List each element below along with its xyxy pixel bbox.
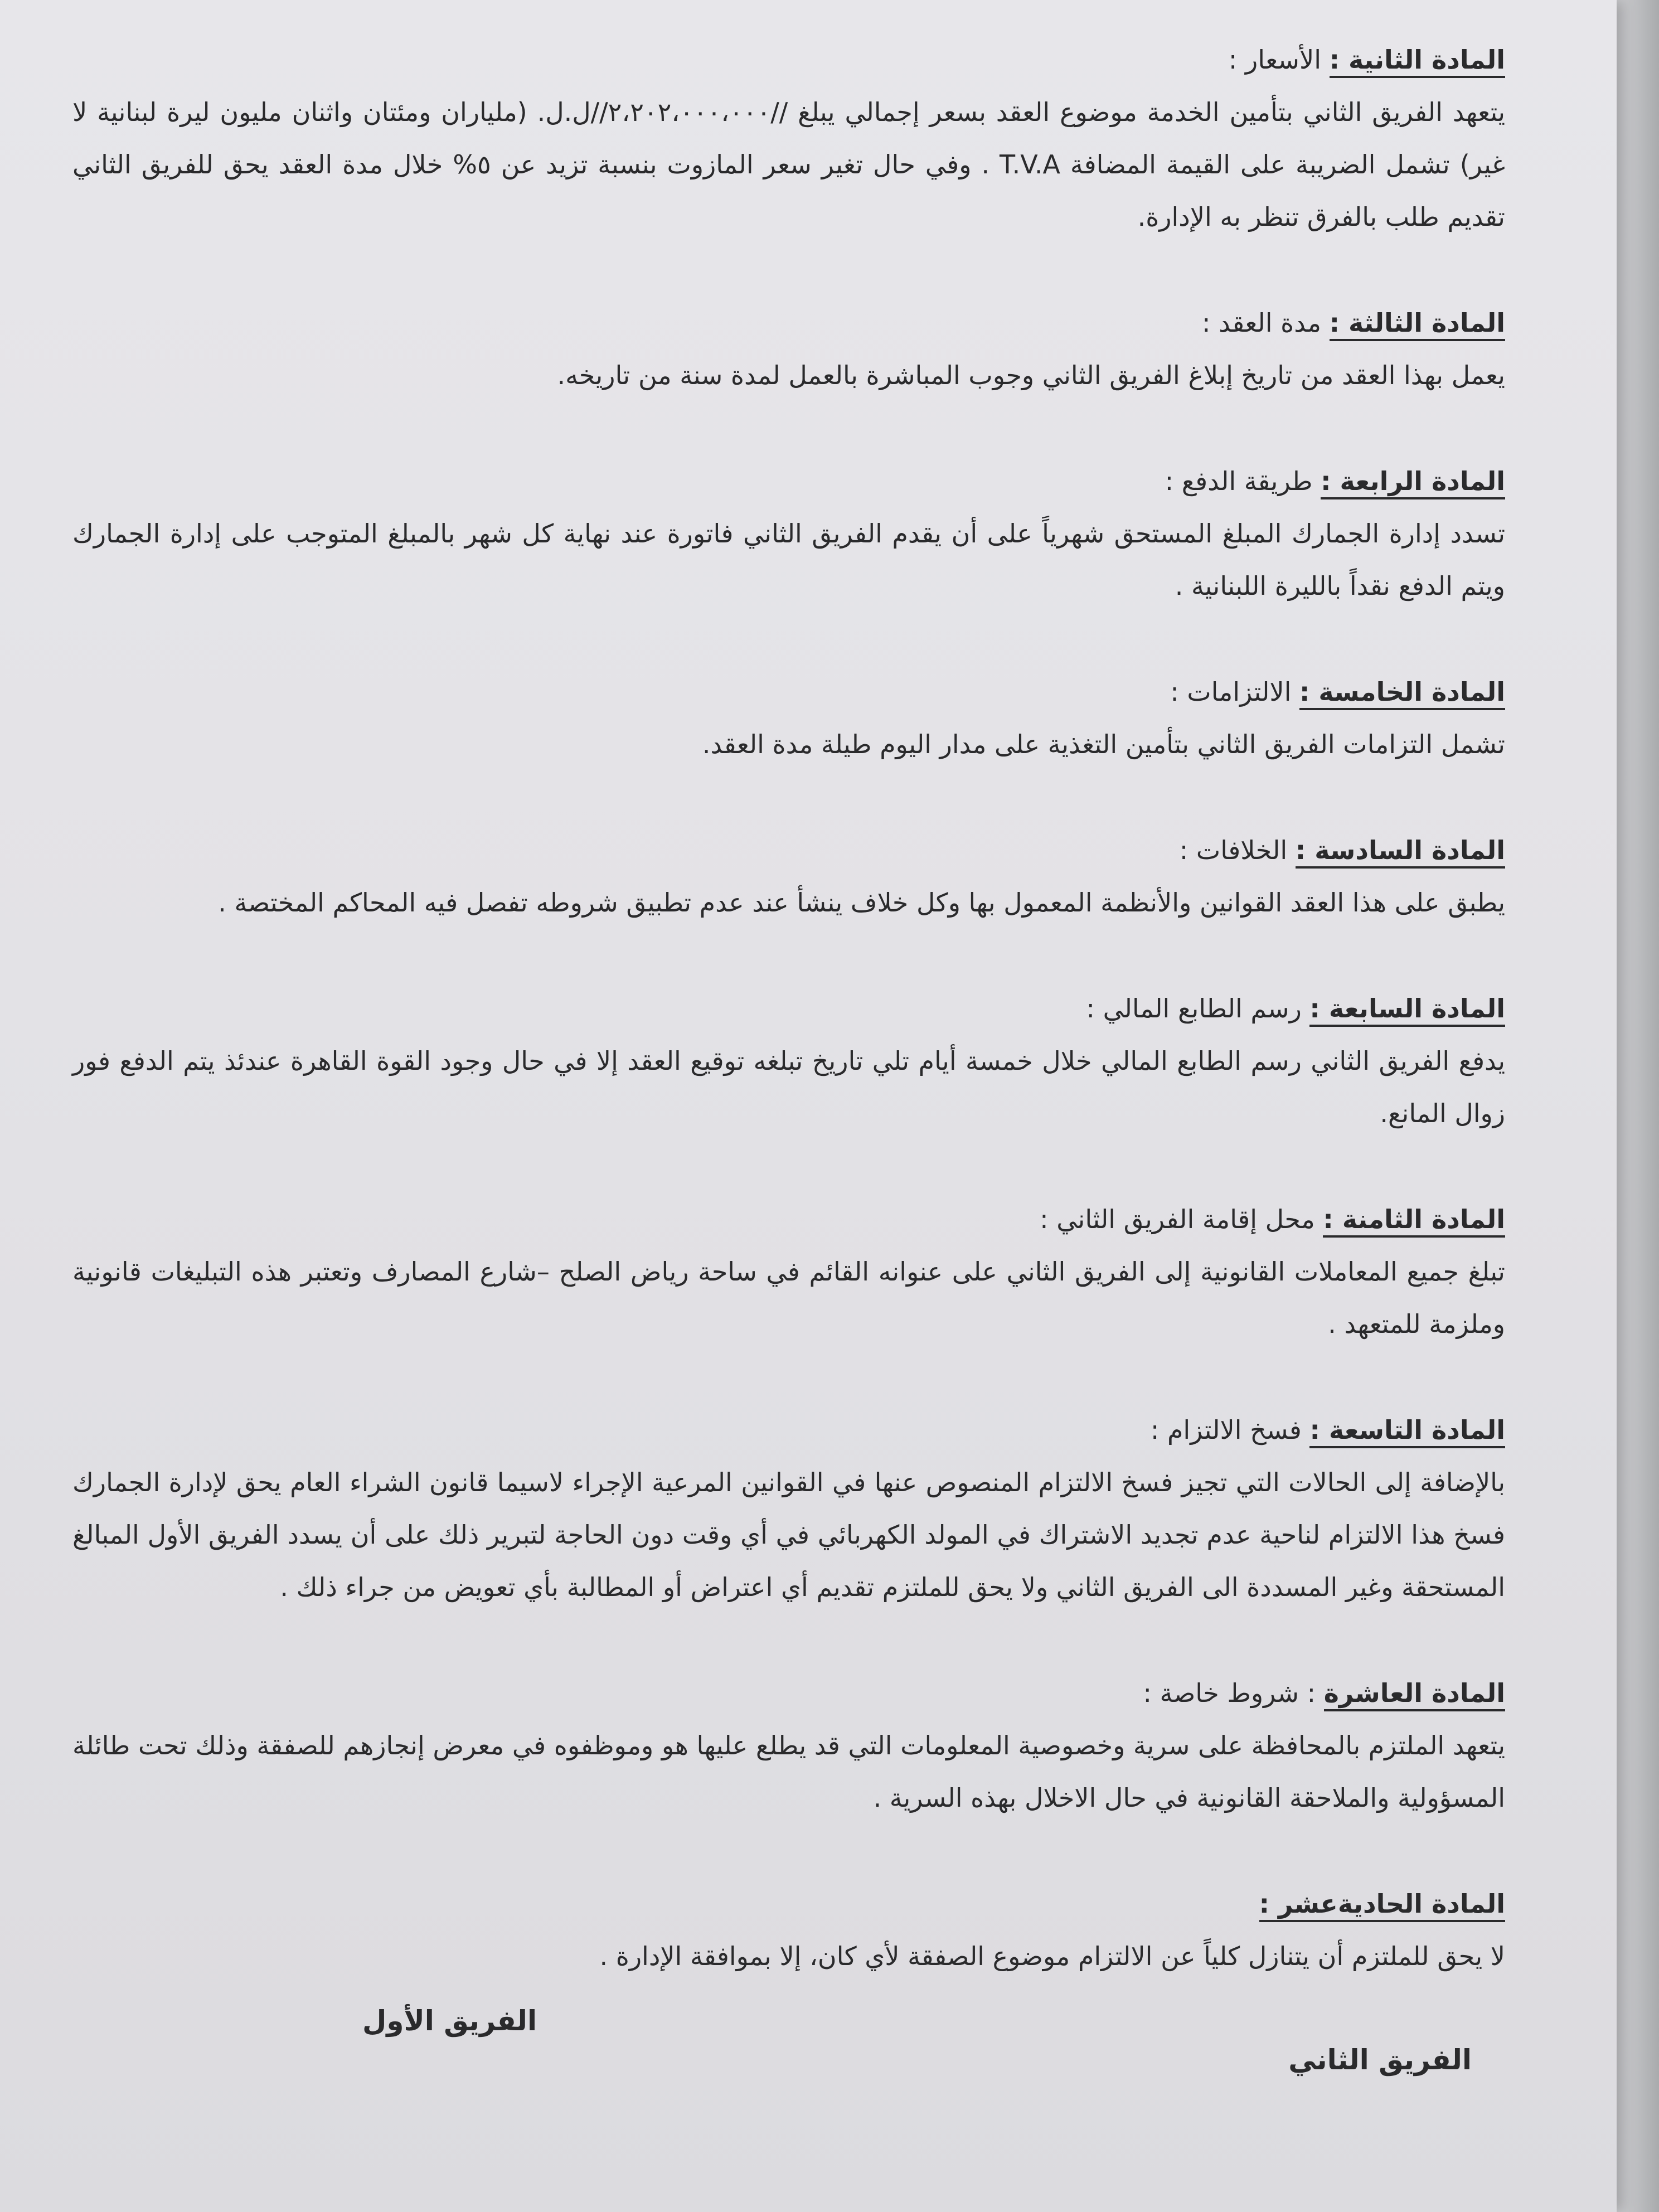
article-topic: : شروط خاصة : [1143, 1678, 1324, 1708]
article-heading [72, 33, 1505, 86]
page-edge-background [1617, 0, 1659, 2212]
article-7 [72, 982, 1505, 1139]
first-party-signature: الفريق الأول [362, 2005, 537, 2037]
article-heading [72, 1667, 1505, 1719]
article-heading [72, 1193, 1505, 1245]
article-body: لا يحق للملتزم أن يتنازل كلياً عن الالتزام موضوع الصفقة لأي كان، إلا بموافقة الإدارة . [599, 1941, 1505, 1971]
article-topic: محل إقامة الفريق الثاني : [1040, 1204, 1323, 1234]
article-11 [72, 1878, 1505, 1982]
article-heading [72, 982, 1505, 1035]
article-topic: طريقة الدفع : [1165, 466, 1321, 496]
article-8 [72, 1193, 1505, 1350]
article-topic: الخلافات : [1179, 835, 1296, 865]
article-heading [72, 666, 1505, 718]
article-topic: الأسعار : [1228, 45, 1330, 75]
article-label: المادة الثانية : [1330, 45, 1505, 78]
article-label: المادة التاسعة : [1309, 1415, 1505, 1448]
article-label: المادة الخامسة : [1299, 677, 1505, 710]
article-label: المادة الرابعة : [1321, 466, 1505, 499]
article-heading [72, 1878, 1505, 1930]
article-body: تبلغ جميع المعاملات القانونية إلى الفريق الثاني على عنوانه القائم في ساحة رياض الصلح –شارع المصارف وتعتبر هذه التبليغات قانونية وملزمة للمتعهد . [72, 1257, 1505, 1339]
article-10 [72, 1667, 1505, 1824]
article-label: المادة الحاديةعشر : [1259, 1889, 1505, 1922]
contract-content [72, 33, 1505, 2094]
article-topic: الالتزامات : [1170, 677, 1299, 707]
article-body: تشمل التزامات الفريق الثاني بتأمين التغذية على مدار اليوم طيلة مدة العقد. [702, 729, 1505, 759]
article-9 [72, 1404, 1505, 1613]
article-topic: مدة العقد : [1201, 308, 1330, 338]
article-label: المادة الثالثة : [1330, 308, 1505, 341]
article-body: بالإضافة إلى الحالات التي تجيز فسخ الالتزام المنصوص عنها في القوانين المرعية الإجراء لاسيما قانون الشراء العام يحق لإدارة الجمارك فسخ هذا الالتزام لناحية عدم تجديد الاشتراك في المولد الكهربائي في أي وقت دون الحاجة لتبرير ذلك على أن يسدد الفريق الأول المبالغ المستحقة وغير المسددة الى الفريق الثاني ولا يحق للملتزم تقديم أي اعتراض أو المطالبة بأي تعويض من جراء ذلك . [72, 1467, 1505, 1602]
article-heading [72, 455, 1505, 507]
article-body: يطبق على هذا العقد القوانين والأنظمة المعمول بها وكل خلاف ينشأ عند عدم تطبيق شروطه تفصل فيه المحاكم المختصة . [218, 887, 1505, 918]
article-3 [72, 297, 1505, 401]
article-label: المادة السادسة : [1296, 835, 1505, 869]
article-6 [72, 824, 1505, 929]
article-label: المادة الثامنة : [1323, 1204, 1505, 1238]
article-2 [72, 33, 1505, 243]
article-label: المادة السابعة : [1309, 993, 1505, 1027]
article-heading [72, 1404, 1505, 1456]
article-body: تسدد إدارة الجمارك المبلغ المستحق شهرياً على أن يقدم الفريق الثاني فاتورة عند نهاية كل شهر بالمبلغ المتوجب على إدارة الجمارك ويتم الدفع نقداً بالليرة اللبنانية . [72, 518, 1505, 601]
article-4 [72, 455, 1505, 612]
article-label: المادة العاشرة [1324, 1678, 1505, 1711]
article-topic: فسخ الالتزام : [1150, 1415, 1310, 1445]
article-heading [72, 297, 1505, 349]
article-body: يعمل بهذا العقد من تاريخ إبلاغ الفريق الثاني وجوب المباشرة بالعمل لمدة سنة من تاريخه. [557, 360, 1505, 390]
article-body: يدفع الفريق الثاني رسم الطابع المالي خلال خمسة أيام تلي تاريخ تبلغه توقيع العقد إلا في حال وجود القوة القاهرة عندئذ يتم الدفع فور زوال المانع. [72, 1046, 1505, 1128]
article-body: يتعهد الفريق الثاني بتأمين الخدمة موضوع العقد بسعر إجمالي يبلغ //٢،٢٠٢،٠٠٠،٠٠٠//ل.ل. (ملياران ومئتان واثنان مليون ليرة لبنانية لا غير) تشمل الضريبة على القيمة المضافة T.V.A . وفي حال تغير سعر المازوت بنسبة تزيد عن ٥% خلال مدة العقد يحق للفريق الثاني تقديم طلب بالفرق تنظر به الإدارة. [72, 97, 1506, 232]
signature-block [72, 2005, 1505, 2094]
article-5 [72, 666, 1505, 770]
article-heading [72, 824, 1505, 876]
article-topic: رسم الطابع المالي : [1086, 993, 1310, 1023]
article-body: يتعهد الملتزم بالمحافظة على سرية وخصوصية المعلومات التي قد يطلع عليها هو وموظفوه في معرض إنجازهم للصفقة وذلك تحت طائلة المسؤولية والملاحقة القانونية في حال الاخلال بهذه السرية . [72, 1730, 1505, 1813]
second-party-signature: الفريق الثاني [1288, 2044, 1472, 2076]
